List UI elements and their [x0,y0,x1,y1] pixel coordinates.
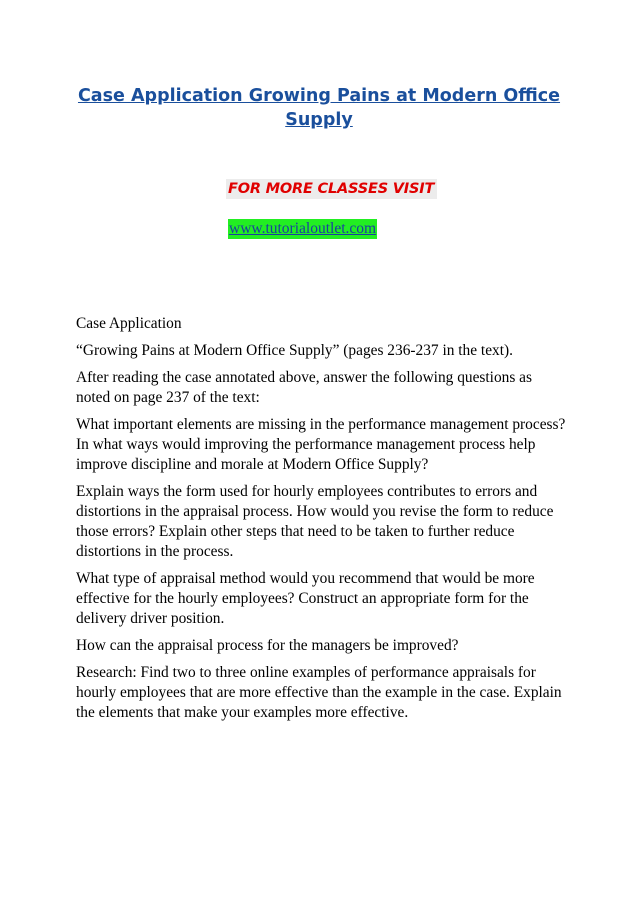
promo-text: FOR MORE CLASSES VISIT [226,179,437,199]
title-line-2: Supply [285,110,353,130]
website-link[interactable]: www.tutorialoutlet.com [229,220,377,237]
paragraph-research: Research: Find two to three online examples of performance appraisals for hourly employees that are more effective than the example in the case. Explain the elements that make your examples more effective. [76,664,562,721]
paragraph-question-2: Explain ways the form used for hourly employees contributes to errors and distortions in the appraisal process. How would you revise the form to reduce those errors? Explain other steps that need to be taken to further reduce distortions in the process. [76,483,554,560]
paragraph-question-3: What type of appraisal method would you recommend that would be more effective for the hourly employees? Construct an appropriate form for the delivery driver position. [76,570,535,627]
title-line-1: Case Application Growing Pains at Modern Office [77,86,561,106]
paragraph-question-4: How can the appraisal process for the managers be improved? [76,637,459,654]
document-title [60,84,578,132]
paragraph-case-reference: “Growing Pains at Modern Office Supply” (pages 236-237 in the text). [76,342,513,359]
paragraph-heading: Case Application [76,315,182,332]
document-body [76,314,566,730]
paragraph-question-1: What important elements are missing in the performance management process? In what ways would improving the performance management process help improve discipline and morale at Modern Office Supply? [76,416,566,473]
paragraph-instructions: After reading the case annotated above, answer the following questions as noted on page 237 of the text: [76,369,533,406]
